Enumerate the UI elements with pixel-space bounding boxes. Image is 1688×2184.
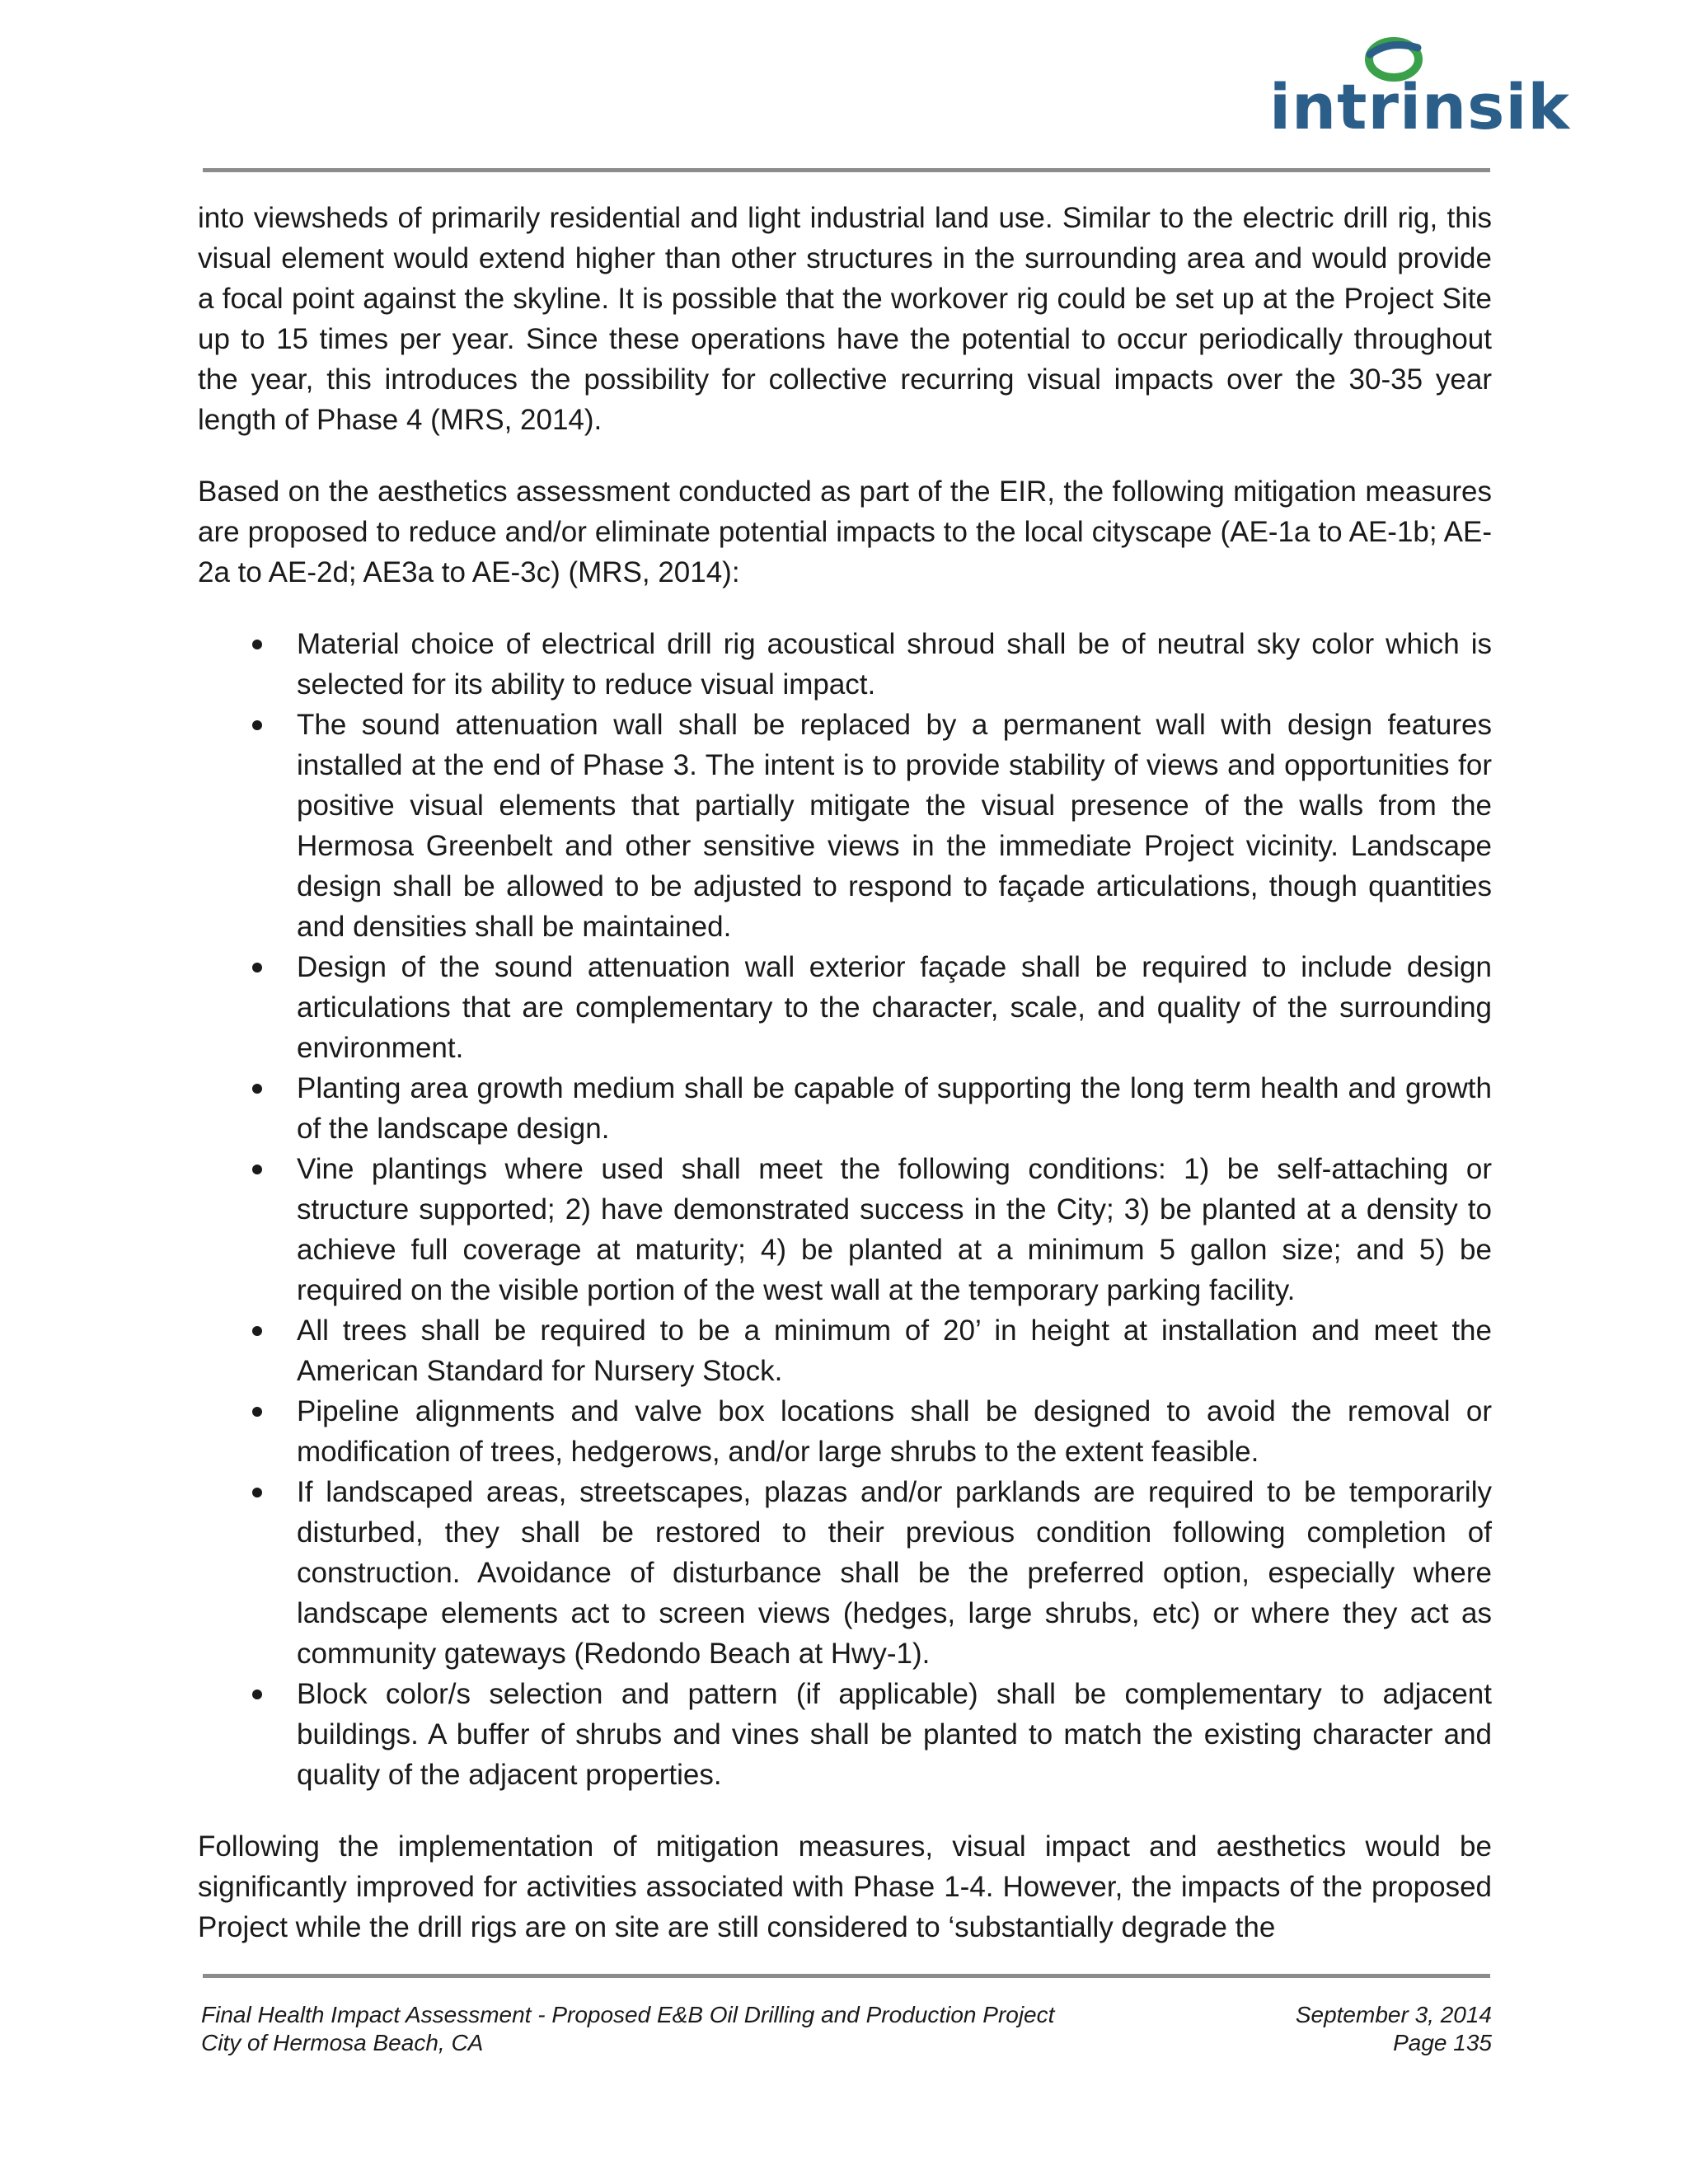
footer-location: City of Hermosa Beach, CA: [201, 2030, 484, 2055]
list-item: Block color/s selection and pattern (if applicable) shall be complementary to adjacent buildings. A buffer of shrubs and vines shall be planted to match the existing character and quality of the adjacent properties.: [198, 1674, 1492, 1795]
footer-document-title: Final Health Impact Assessment - Proposed E&B Oil Drilling and Production Project: [201, 2002, 1055, 2027]
mitigation-list: [198, 624, 1492, 1795]
list-item: If landscaped areas, streetscapes, plazas and/or parklands are required to be temporarily disturbed, they shall be restored to their previous condition following completion of construction. Avoidance of disturbance shall be the preferred option, especially where landscape elements act to screen views (hedges, large shrubs, etc) or where they act as community gateways (Redondo Beach at Hwy-1).: [198, 1472, 1492, 1674]
logo-wordmark: intrinsik: [1269, 70, 1570, 143]
footer-page-number: Page 135: [1393, 2030, 1492, 2055]
list-item: Vine plantings where used shall meet the following conditions: 1) be self-attaching or structure supported; 2) have demonstrated success in the City; 3) be planted at a density to achieve full coverage at maturity; 4) be planted at a minimum 5 gallon size; and 5) be required on the visible portion of the west wall at the temporary parking facility.: [198, 1149, 1492, 1310]
paragraph: Based on the aesthetics assessment conducted as part of the EIR, the following mitigation measures are proposed to reduce and/or eliminate potential impacts to the local cityscape (AE-1a to AE-1b; AE-2a to AE-2d; AE3a to AE-3c) (MRS, 2014):: [198, 476, 1492, 588]
list-item: Planting area growth medium shall be capable of supporting the long term health and growth of the landscape design.: [198, 1068, 1492, 1149]
footer-divider: [203, 1974, 1490, 1978]
footer-date: September 3, 2014: [1295, 2002, 1492, 2027]
list-item: Design of the sound attenuation wall exterior façade shall be required to include design articulations that are complementary to the character, scale, and quality of the surrounding environment.: [198, 947, 1492, 1068]
header-divider: [203, 168, 1490, 172]
paragraph: Following the implementation of mitigation measures, visual impact and aesthetics would be significantly improved for activities associated with Phase 1-4. However, the impacts of the proposed Project while the drill rigs are on site are still considered to ‘substantially degrade the: [198, 1830, 1492, 1943]
intrinsik-logo: [1269, 33, 1570, 148]
page-footer: [201, 2001, 1492, 2057]
list-item: Pipeline alignments and valve box locations shall be designed to avoid the removal or modification of trees, hedgerows, and/or large shrubs to the extent feasible.: [198, 1391, 1492, 1472]
list-item: All trees shall be required to be a minimum of 20’ in height at installation and meet the American Standard for Nursery Stock.: [198, 1310, 1492, 1391]
list-item: The sound attenuation wall shall be replaced by a permanent wall with design features installed at the end of Phase 3. The intent is to provide stability of views and opportunities for positive visual elements that partially mitigate the visual presence of the walls from the Hermosa Greenbelt and other sensitive views in the immediate Project vicinity. Landscape design shall be allowed to be adjusted to respond to façade articulations, though quantities and densities shall be maintained.: [198, 705, 1492, 947]
paragraph: into viewsheds of primarily residential and light industrial land use. Similar to the electric drill rig, this visual element would extend higher than other structures in the surrounding area and would provide a focal point against the skyline. It is possible that the workover rig could be set up at the Project Site up to 15 times per year. Since these operations have the potential to occur periodically throughout the year, this introduces the possibility for collective recurring visual impacts over the 30-35 year length of Phase 4 (MRS, 2014).: [198, 202, 1492, 436]
list-item: Material choice of electrical drill rig acoustical shroud shall be of neutral sky color which is selected for its ability to reduce visual impact.: [198, 624, 1492, 705]
page-body: [198, 198, 1492, 1979]
